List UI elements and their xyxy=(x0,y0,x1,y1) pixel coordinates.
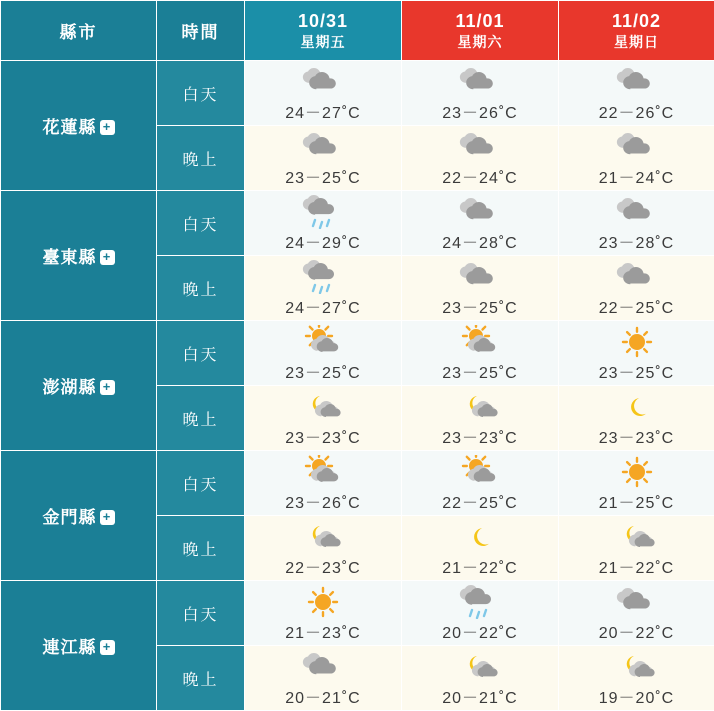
forecast-cell-4-1-2 xyxy=(559,646,714,711)
moon-icon xyxy=(402,520,558,554)
forecast-cell-1-1-0 xyxy=(245,256,402,321)
cloudy-icon xyxy=(402,65,558,99)
header-time: 時間 xyxy=(157,1,245,61)
forecast-cell-3-1-2 xyxy=(559,516,714,581)
header-day-2-weekday: 星期日 xyxy=(614,34,659,51)
forecast-cell-2-0-1 xyxy=(402,321,559,386)
expand-icon[interactable]: + xyxy=(100,510,115,525)
time-cell-3-0: 白天 xyxy=(157,451,245,516)
temperature-range: 23－25˚C xyxy=(285,365,361,382)
header-day-1 xyxy=(402,1,559,61)
table-row xyxy=(1,61,714,126)
cloudy-icon xyxy=(559,260,714,294)
temperature-range: 24－28˚C xyxy=(442,235,518,252)
header-day-2-date: 11/02 xyxy=(611,10,662,31)
forecast-cell-0-0-0 xyxy=(245,61,402,126)
forecast-cell-0-1-0 xyxy=(245,126,402,191)
header-day-0 xyxy=(245,1,402,61)
temperature-range: 22－26˚C xyxy=(598,105,675,122)
temperature-range: 21－25˚C xyxy=(598,495,675,512)
moon-cloud-icon xyxy=(559,520,714,554)
temperature-range: 21－24˚C xyxy=(598,170,675,187)
expand-icon[interactable]: + xyxy=(100,380,115,395)
forecast-cell-2-1-0 xyxy=(245,386,402,451)
city-name: 連江縣 xyxy=(42,638,97,657)
cloudy-rain-icon xyxy=(245,260,401,294)
forecast-cell-4-1-0 xyxy=(245,646,402,711)
sun-cloud-icon xyxy=(402,325,558,359)
city-name: 澎湖縣 xyxy=(42,378,97,397)
forecast-cell-0-0-2 xyxy=(559,61,714,126)
cloudy-icon xyxy=(559,130,714,164)
city-cell-4[interactable] xyxy=(1,581,157,711)
forecast-cell-3-0-1 xyxy=(402,451,559,516)
header-day-1-weekday: 星期六 xyxy=(457,34,503,51)
forecast-cell-2-0-0 xyxy=(245,321,402,386)
time-cell-3-1: 晚上 xyxy=(157,516,245,581)
cloudy-icon xyxy=(402,195,558,229)
temperature-range: 22－25˚C xyxy=(442,495,518,512)
time-cell-0-0: 白天 xyxy=(157,61,245,126)
forecast-cell-1-0-0 xyxy=(245,191,402,256)
cloudy-rain-icon xyxy=(245,195,401,229)
time-cell-0-1: 晚上 xyxy=(157,126,245,191)
forecast-cell-0-1-2 xyxy=(559,126,714,191)
table-row xyxy=(1,321,714,386)
moon-icon xyxy=(559,390,714,424)
forecast-cell-3-0-2 xyxy=(559,451,714,516)
forecast-cell-4-0-1 xyxy=(402,581,559,646)
sun-icon xyxy=(559,325,714,359)
temperature-range: 23－25˚C xyxy=(598,365,675,382)
sun-cloud-icon xyxy=(245,455,401,489)
expand-icon[interactable]: + xyxy=(100,250,115,265)
moon-cloud-icon xyxy=(402,650,558,684)
temperature-range: 23－26˚C xyxy=(442,105,518,122)
temperature-range: 23－23˚C xyxy=(598,430,675,447)
moon-cloud-icon xyxy=(245,520,401,554)
cloudy-icon xyxy=(559,195,714,229)
city-name: 金門縣 xyxy=(42,508,97,527)
temperature-range: 20－21˚C xyxy=(442,690,518,707)
forecast-cell-0-1-1 xyxy=(402,126,559,191)
city-cell-1[interactable] xyxy=(1,191,157,321)
cloudy-rain-icon xyxy=(402,585,558,619)
cloudy-icon xyxy=(245,65,401,99)
temperature-range: 24－29˚C xyxy=(285,235,361,252)
temperature-range: 22－23˚C xyxy=(285,560,361,577)
expand-icon[interactable]: + xyxy=(100,640,115,655)
temperature-range: 24－27˚C xyxy=(285,105,361,122)
cloudy-icon xyxy=(402,260,558,294)
header-day-2 xyxy=(559,1,714,61)
temperature-range: 21－22˚C xyxy=(598,560,675,577)
expand-icon[interactable]: + xyxy=(100,120,115,135)
cloudy-icon xyxy=(245,130,401,164)
table-header-row xyxy=(1,1,714,61)
temperature-range: 19－20˚C xyxy=(598,690,675,707)
temperature-range: 23－23˚C xyxy=(285,430,361,447)
temperature-range: 20－22˚C xyxy=(598,625,675,642)
forecast-cell-4-0-0 xyxy=(245,581,402,646)
forecast-cell-2-1-2 xyxy=(559,386,714,451)
city-name: 臺東縣 xyxy=(42,248,97,267)
header-day-1-date: 11/01 xyxy=(455,10,505,31)
cloudy-icon xyxy=(402,130,558,164)
time-cell-1-1: 晚上 xyxy=(157,256,245,321)
temperature-range: 23－23˚C xyxy=(442,430,518,447)
temperature-range: 22－25˚C xyxy=(598,300,675,317)
forecast-cell-1-1-2 xyxy=(559,256,714,321)
forecast-cell-2-0-2 xyxy=(559,321,714,386)
moon-cloud-icon xyxy=(245,390,401,424)
forecast-cell-1-0-1 xyxy=(402,191,559,256)
city-cell-2[interactable] xyxy=(1,321,157,451)
table-row xyxy=(1,581,714,646)
forecast-cell-4-0-2 xyxy=(559,581,714,646)
sun-icon xyxy=(559,455,714,489)
forecast-cell-2-1-1 xyxy=(402,386,559,451)
moon-cloud-icon xyxy=(402,390,558,424)
sun-cloud-icon xyxy=(245,325,401,359)
temperature-range: 21－23˚C xyxy=(285,625,361,642)
cloudy-icon xyxy=(559,65,714,99)
temperature-range: 20－21˚C xyxy=(285,690,361,707)
temperature-range: 22－24˚C xyxy=(442,170,518,187)
forecast-cell-1-0-2 xyxy=(559,191,714,256)
temperature-range: 21－22˚C xyxy=(442,560,518,577)
cloudy-icon xyxy=(245,650,401,684)
time-cell-1-0: 白天 xyxy=(157,191,245,256)
forecast-cell-1-1-1 xyxy=(402,256,559,321)
sun-icon xyxy=(245,585,401,619)
table-row xyxy=(1,451,714,516)
temperature-range: 24－27˚C xyxy=(285,300,361,317)
forecast-cell-3-0-0 xyxy=(245,451,402,516)
forecast-cell-4-1-1 xyxy=(402,646,559,711)
forecast-cell-3-1-0 xyxy=(245,516,402,581)
header-day-0-date: 10/31 xyxy=(297,10,349,31)
header-day-0-weekday: 星期五 xyxy=(300,34,346,51)
time-cell-4-1: 晚上 xyxy=(157,646,245,711)
temperature-range: 23－25˚C xyxy=(285,170,361,187)
cloudy-icon xyxy=(559,585,714,619)
city-cell-3[interactable] xyxy=(1,451,157,581)
time-cell-2-1: 晚上 xyxy=(157,386,245,451)
temperature-range: 23－28˚C xyxy=(598,235,675,252)
city-cell-0[interactable] xyxy=(1,61,157,191)
time-cell-2-0: 白天 xyxy=(157,321,245,386)
sun-cloud-icon xyxy=(402,455,558,489)
time-cell-4-0: 白天 xyxy=(157,581,245,646)
temperature-range: 20－22˚C xyxy=(442,625,518,642)
forecast-cell-0-0-1 xyxy=(402,61,559,126)
city-name: 花蓮縣 xyxy=(42,118,97,137)
temperature-range: 23－25˚C xyxy=(442,300,518,317)
table-row xyxy=(1,191,714,256)
temperature-range: 23－25˚C xyxy=(442,365,518,382)
header-city: 縣市 xyxy=(1,1,157,61)
moon-cloud-icon xyxy=(559,650,714,684)
temperature-range: 23－26˚C xyxy=(285,495,361,512)
forecast-cell-3-1-1 xyxy=(402,516,559,581)
